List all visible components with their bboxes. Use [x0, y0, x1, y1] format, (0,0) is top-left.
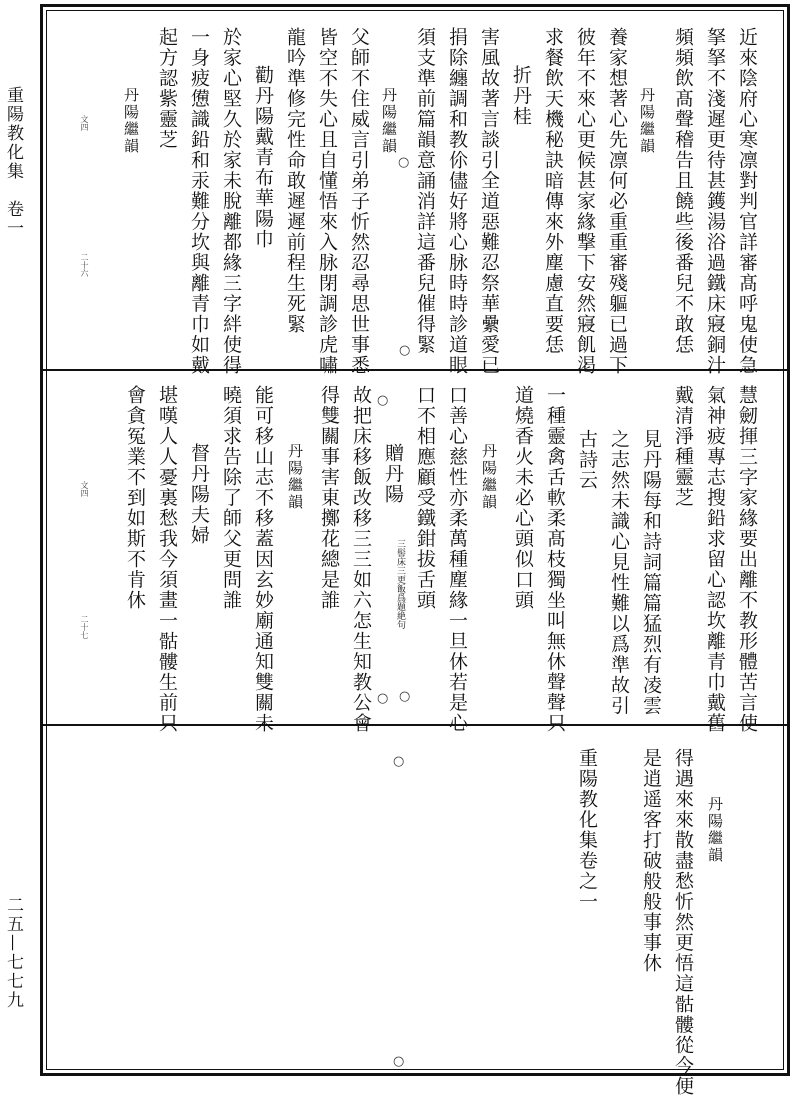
text-column: 堪嘆人人憂裏愁我今須畫一骷髏生前只: [156, 385, 178, 734]
page-frame: [40, 4, 790, 1097]
poem-heading: 丹陽繼韻: [122, 87, 140, 155]
panel-top: [43, 7, 787, 376]
circle-marker: ○: [398, 155, 410, 170]
text-column: 得雙關事害東擲花總是誰: [318, 385, 340, 611]
poem-heading: 丹陽繼韻: [380, 87, 398, 155]
circle-marker: ○: [377, 393, 389, 408]
margin-page-number: 二五—七七九: [3, 896, 23, 1010]
circle-marker: ○: [393, 1054, 405, 1069]
text-column: 求餐飲天機秘訣暗傳來外塵慮直要恁: [542, 27, 564, 355]
circle-marker: ○: [399, 689, 411, 704]
poem-heading: 丹陽繼韻: [706, 796, 724, 864]
text-column: 道燒香火未必心頭似口頭: [512, 385, 534, 611]
fold-mark: 文四: [80, 115, 89, 131]
text-column: 故把床移飯改移三三如六怎生知教公會: [350, 385, 372, 734]
panel-middle: [43, 369, 787, 734]
text-column: 近來陰府心寒凛對判官詳審髙呼鬼使急: [736, 27, 758, 376]
text-column: 養家想著心先凛何必重重審殘軀已過下: [606, 27, 628, 376]
text-column: 口不相應顧受鐵鉗拔舌頭: [414, 385, 436, 611]
text-column: 龍吟準修完性命敢遲遲前程生死緊: [284, 27, 306, 335]
volume-end-title: 重陽教化集卷之一: [576, 748, 598, 912]
text-column: 是逍遥客打破般般事事休: [640, 748, 662, 974]
poem-heading: 贈丹陽: [382, 443, 404, 505]
text-column: 於家心堅久於家未脫離都緣三字絆使得: [220, 27, 242, 376]
text-column: 皆空不失心且自懂悟來入脉閉調診虎嘯: [316, 27, 338, 376]
poem-heading: 丹陽繼韻: [286, 443, 304, 511]
text-column: 氣神疲專志搜鉛求留心認坎離青巾戴舊: [704, 385, 726, 734]
poem-heading: 勸丹陽戴青布華陽巾: [252, 65, 274, 250]
poem-heading: 督丹陽夫婦: [188, 443, 210, 546]
circle-marker: ○: [393, 754, 405, 769]
text-column: 曉須求告除了師父更問誰: [220, 385, 242, 611]
text-column: 彼年不來心更候甚家緣撃下安然寢飢渇: [574, 27, 596, 376]
circle-marker: ○: [399, 343, 411, 358]
circle-marker: ○: [377, 691, 389, 706]
text-column: 捐除纏調和教伱儘好將心脉時時診道眼: [446, 27, 468, 376]
text-column: 口善心慈性亦柔萬種塵緣一旦休若是心: [446, 385, 468, 734]
text-column: 戴清淨種靈芝: [672, 385, 694, 508]
poem-heading: 折丹桂: [510, 65, 532, 127]
text-column: 慧劒揮三字家緣要出離不教形體苦言使: [736, 385, 758, 734]
text-column: 父師不住威言引弟子忻然忍尋思世事悉: [348, 27, 370, 376]
poem-heading: 丹陽繼韻: [480, 443, 498, 511]
text-column: 一種靈禽舌軟柔髙枝獨坐叫無休聲聲只: [544, 385, 566, 734]
poem-heading: 丹陽繼韻: [638, 87, 656, 155]
text-column: 拏拏不淺遲更待甚鑊湯浴過鐵床寢銅汁: [704, 27, 726, 376]
text-column: 起方認紫靈芝: [156, 27, 178, 150]
annotation-note: 三髻床三更飯爲題絶句: [395, 539, 405, 629]
text-column: 之志然未識心見性難以爲準故引: [608, 429, 630, 716]
fold-mark: 二十七: [80, 615, 89, 639]
text-column: 害風故著言談引全道惡難忍祭華纍愛已: [478, 27, 500, 376]
poem-heading: 古詩云: [576, 429, 598, 491]
text-column: 會貪冤業不到如斯不肯休: [124, 385, 146, 611]
text-column: 須支準前篇韻意誦消詳這番兒催得緊: [414, 27, 436, 355]
fold-mark: 二十六: [80, 253, 89, 277]
fold-mark: 文四: [80, 481, 89, 497]
text-column: 一身疲憊識鉛和汞難分坎與離青巾如戴: [188, 27, 210, 376]
text-column: 得遇來來散盡愁忻然更悟這骷髏從今便: [672, 748, 694, 1097]
text-column: 頻頻飲髙聲稽告且饒些後番兒不敢恁: [672, 27, 694, 355]
panel-bottom: [43, 724, 787, 1097]
margin-book-title: 重陽教化集 卷一: [3, 86, 23, 238]
text-column: 能可移山志不移蓋因玄妙廟通知雙關未: [252, 385, 274, 734]
text-column: 見丹陽每和詩詞篇篇猛烈有凌雲: [640, 429, 662, 716]
